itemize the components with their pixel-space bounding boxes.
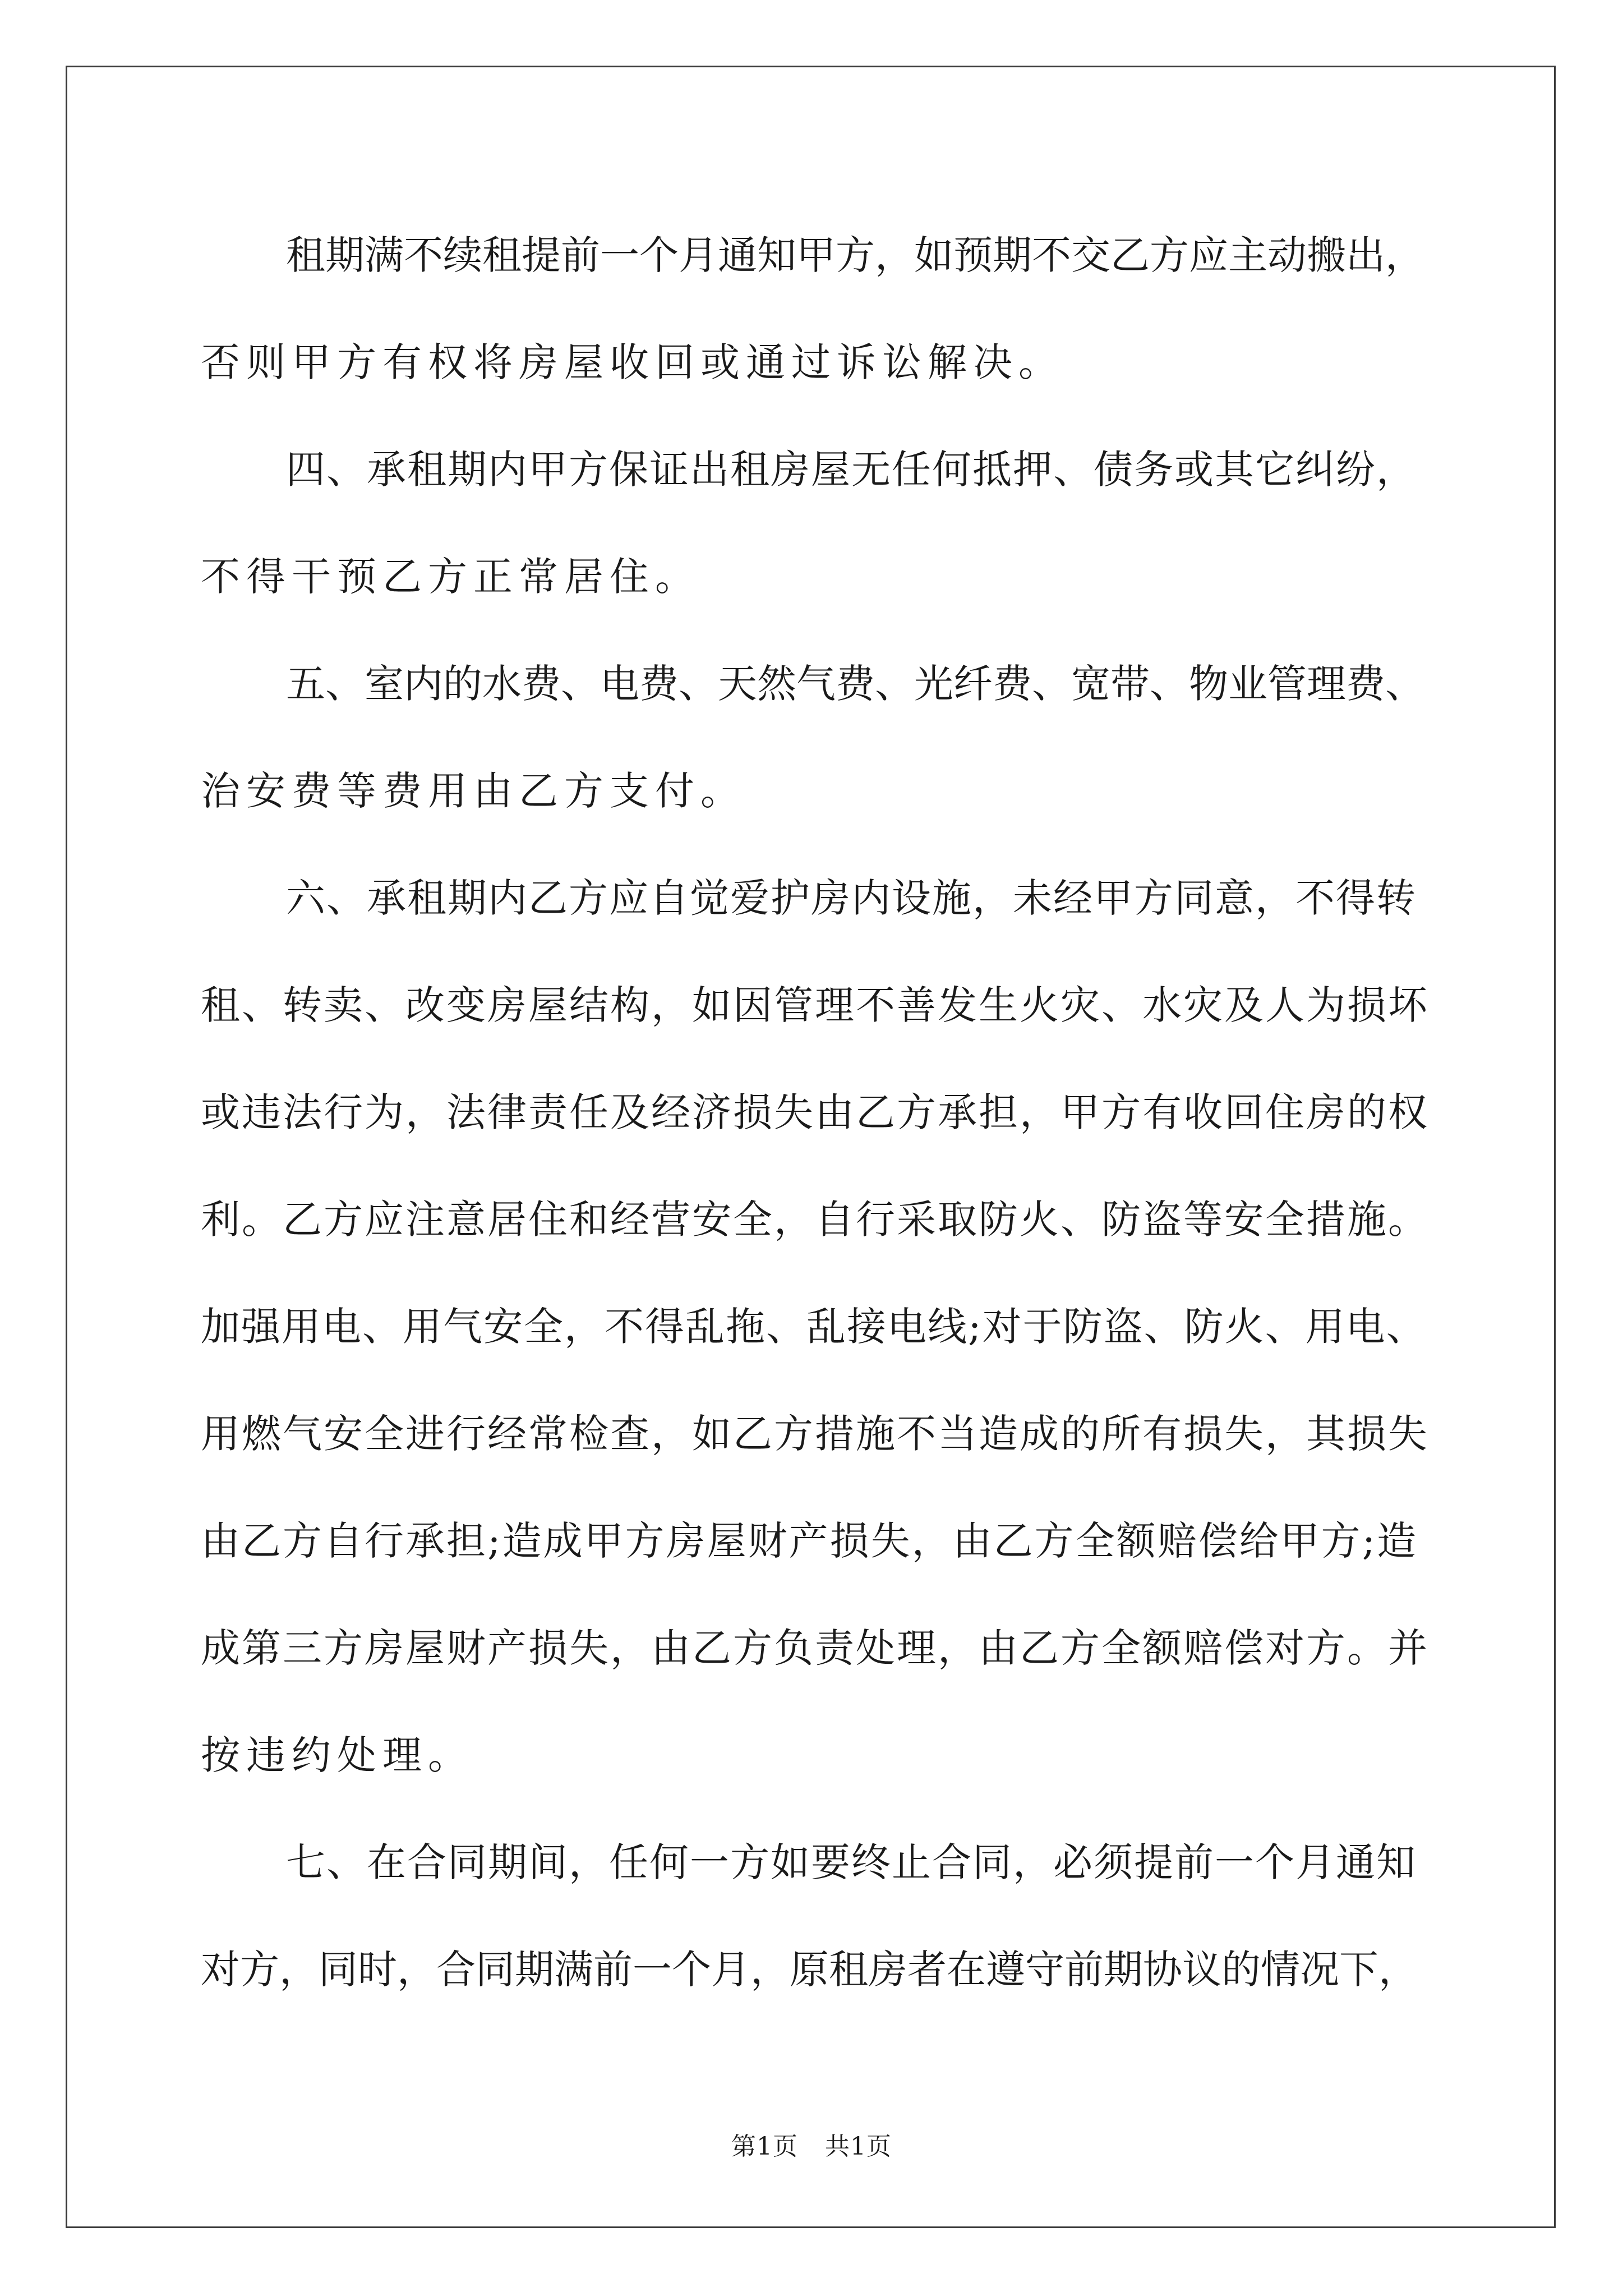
text-line: 由乙方自行承担;造成甲方房屋财产损失，由乙方全额赔偿给甲方;造 [201, 1518, 1418, 1564]
text-line: 租期满不续租提前一个月通知甲方，如预期不交乙方应主动搬出， [286, 232, 1424, 278]
text-line: 租、转卖、改变房屋结构，如因管理不善发生火灾、水灾及人为损坏 [201, 982, 1429, 1028]
text-line: 不得干预乙方正常居住。 [201, 554, 700, 600]
document-body [201, 202, 1429, 2023]
text-line: 治安费等费用由乙方支付。 [201, 768, 746, 814]
text-line: 否则甲方有权将房屋收回或通过诉讼解决。 [201, 339, 1064, 385]
text-line: 或违法行为，法律责任及经济损失由乙方承担，甲方有收回住房的权 [201, 1089, 1429, 1135]
text-line: 四、承租期内甲方保证出租房屋无任何抵押、债务或其它纠纷， [286, 447, 1417, 493]
text-line: 成第三方房屋财产损失，由乙方负责处理，由乙方全额赔偿对方。并 [201, 1625, 1429, 1671]
text-line: 六、承租期内乙方应自觉爱护房内设施，未经甲方同意，不得转 [286, 875, 1417, 921]
text-line: 对方，同时，合同期满前一个月，原租房者在遵守前期协议的情况下， [201, 1947, 1418, 1993]
text-line: 五、室内的水费、电费、天然气费、光纤费、宽带、物业管理费、 [286, 661, 1424, 707]
page-footer [0, 2130, 1623, 2164]
page-number-current: 第1页 [731, 2132, 798, 2161]
text-line: 利。乙方应注意居住和经营安全，自行采取防火、防盗等安全措施。 [201, 1197, 1429, 1243]
page-number-total: 共1页 [825, 2132, 892, 2161]
text-line: 按违约处理。 [201, 1732, 473, 1778]
text-line: 用燃气安全进行经常检查，如乙方措施不当造成的所有损失，其损失 [201, 1411, 1429, 1457]
text-line: 加强用电、用气安全，不得乱拖、乱接电线;对于防盗、防火、用电、 [201, 1304, 1427, 1350]
text-line: 七、在合同期间，任何一方如要终止合同，必须提前一个月通知 [286, 1839, 1417, 1885]
